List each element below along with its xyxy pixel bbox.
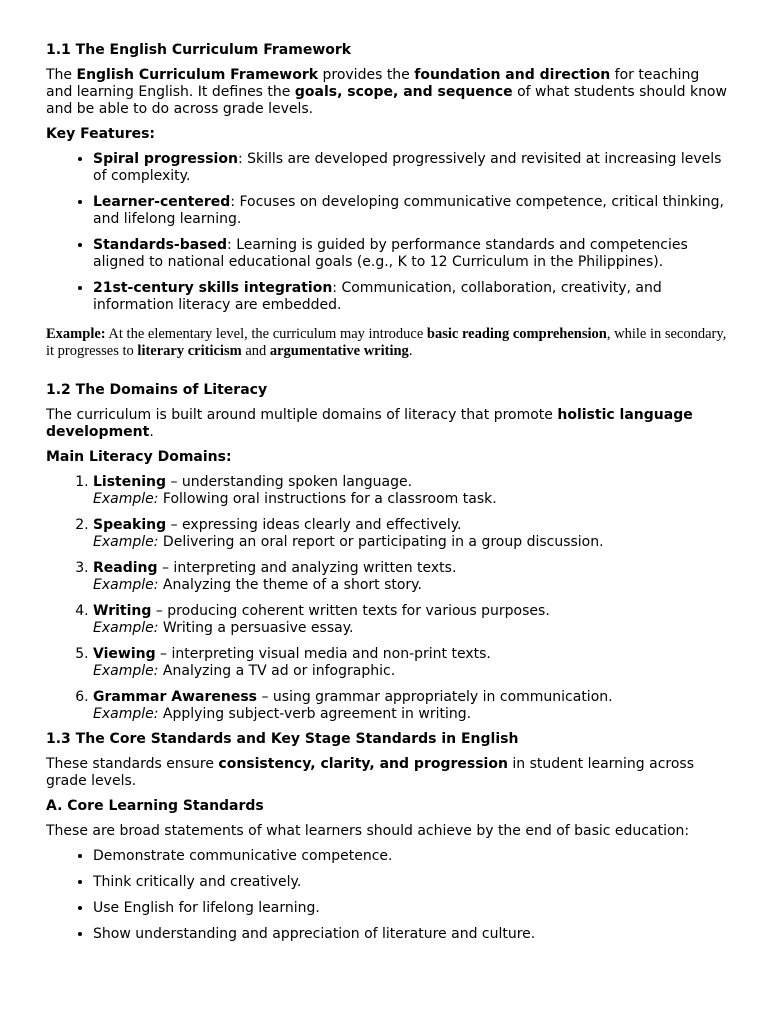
core-standards-list (46, 848, 728, 943)
domain-item (93, 517, 728, 551)
text-run: These standards ensure (46, 756, 219, 772)
example-word: Example: (93, 534, 159, 550)
feature-item (93, 237, 728, 271)
domain-item (93, 474, 728, 508)
feature-desc: : Focuses on developing communicative competence, critical thinking, and lifelong learning. (93, 194, 724, 227)
domain-example: Following oral instructions for a classroom task. (158, 491, 497, 507)
bold-run: basic reading comprehension (426, 326, 607, 342)
text-run: The (46, 67, 77, 83)
standard-item: • Show understanding and appreciation of literature and culture. (93, 926, 728, 943)
domain-example: Analyzing a TV ad or infographic. (158, 663, 396, 679)
bold-run: Example: (46, 326, 106, 342)
domain-example: Delivering an oral report or participating in a group discussion. (158, 534, 604, 550)
text-run: for teaching and learning English. It defines the (46, 67, 700, 100)
text-run: of what students should know and be able to do across grade levels. (46, 84, 727, 117)
bold-run: argumentative writing (269, 343, 409, 359)
domain-example: Applying subject-verb agreement in writing. (158, 706, 472, 722)
text-run: provides the (318, 67, 415, 83)
feature-term: Spiral progression (93, 151, 238, 167)
section-heading-domains: 1.2 The Domains of Literacy (46, 382, 268, 398)
standard-item: • Think critically and creatively. (93, 874, 728, 891)
text-run: . (408, 343, 413, 359)
bold-run: goals, scope, and sequence (294, 84, 513, 100)
bold-run: holistic language development (46, 407, 693, 440)
domain-item (93, 646, 728, 680)
domain-term: Writing (93, 603, 152, 619)
domain-item (93, 603, 728, 637)
bold-run: consistency, clarity, and progression (218, 756, 508, 772)
feature-item (93, 280, 728, 314)
feature-desc: : Communication, collaboration, creativity, and information literacy are embedded. (93, 280, 662, 313)
feature-term: 21st-century skills integration (93, 280, 333, 296)
feature-term: Standards-based (93, 237, 228, 253)
domain-term: Reading (93, 560, 158, 576)
example-word: Example: (93, 577, 159, 593)
domain-desc: – interpreting visual media and non-print texts. (155, 646, 491, 662)
domain-desc: – understanding spoken language. (166, 474, 413, 490)
domain-term: Viewing (93, 646, 156, 662)
domains-label: Main Literacy Domains: (46, 449, 232, 465)
framework-example (46, 326, 728, 360)
text-run: in student learning across grade levels. (46, 756, 695, 789)
example-word: Example: (93, 620, 159, 636)
feature-term: Learner-centered (93, 194, 231, 210)
feature-item (93, 151, 728, 185)
domain-term: Listening (93, 474, 166, 490)
feature-desc: : Skills are developed progressively and revisited at increasing levels of complexity. (93, 151, 722, 184)
text-run: , while in secondary, it progresses to (46, 326, 727, 359)
domain-example: Writing a persuasive essay. (158, 620, 354, 636)
standard-item: • Use English for lifelong learning. (93, 900, 728, 917)
subsection-heading-core: A. Core Learning Standards (46, 798, 264, 814)
bold-run: foundation and direction (414, 67, 611, 83)
key-features-list (46, 151, 728, 314)
text-run: The curriculum is built around multiple domains of literacy that promote (46, 407, 558, 423)
example-word: Example: (93, 663, 159, 679)
domain-desc: – expressing ideas clearly and effectively. (166, 517, 462, 533)
feature-desc: : Learning is guided by performance standards and competencies aligned to national educational goals (e.g., K to 12 Curriculum in the Philippines). (93, 237, 688, 270)
example-word: Example: (93, 491, 159, 507)
text-run: At the elementary level, the curriculum may introduce (105, 326, 427, 342)
bold-run: literary criticism (137, 343, 242, 359)
domain-term: Speaking (93, 517, 167, 533)
bold-run: English Curriculum Framework (76, 67, 319, 83)
domain-example: Analyzing the theme of a short story. (158, 577, 422, 593)
domain-item (93, 560, 728, 594)
feature-item (93, 194, 728, 228)
core-standards-intro: These are broad statements of what learners should achieve by the end of basic education: (46, 823, 690, 839)
domain-item (93, 689, 728, 723)
domain-desc: – interpreting and analyzing written texts. (157, 560, 457, 576)
domains-intro (46, 407, 728, 441)
framework-intro (46, 67, 728, 118)
text-run: and (241, 343, 270, 359)
domain-term: Grammar Awareness (93, 689, 257, 705)
section-heading-framework: 1.1 The English Curriculum Framework (46, 42, 352, 58)
standard-item: • Demonstrate communicative competence. (93, 848, 728, 865)
domain-desc: – using grammar appropriately in communication. (257, 689, 613, 705)
key-features-label: Key Features: (46, 126, 156, 142)
standards-intro (46, 756, 728, 790)
example-word: Example: (93, 706, 159, 722)
domain-desc: – producing coherent written texts for various purposes. (151, 603, 550, 619)
domains-list (46, 474, 728, 723)
section-heading-standards: 1.3 The Core Standards and Key Stage Standards in English (46, 731, 519, 747)
text-run: . (149, 424, 154, 440)
